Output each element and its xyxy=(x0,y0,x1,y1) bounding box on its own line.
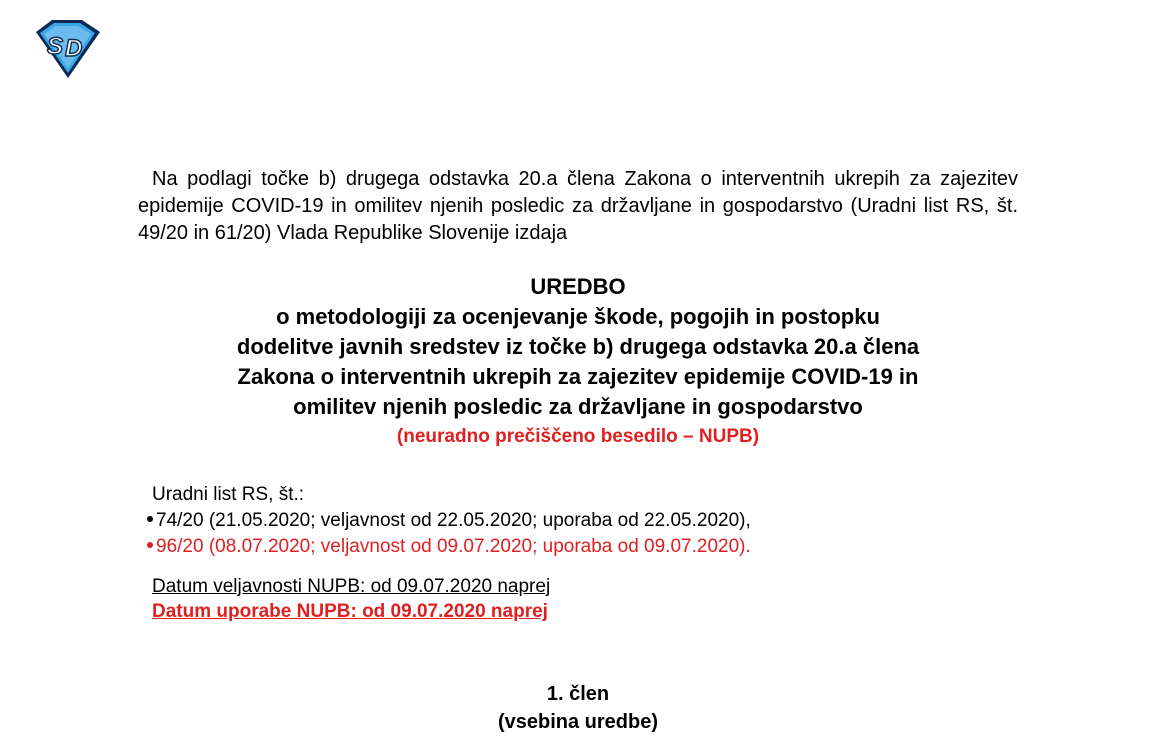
validity-date: Datum veljavnosti NUPB: od 09.07.2020 naprej xyxy=(152,576,551,597)
document-title-line-2: dodelitve javnih sredstev iz točke b) drugega odstavka 20.a člena xyxy=(236,334,920,359)
application-date: Datum uporabe NUPB: od 09.07.2020 naprej xyxy=(152,601,548,622)
document-title: UREDBO xyxy=(530,274,626,299)
article-number: 1. člen xyxy=(546,683,610,705)
document-title-block xyxy=(138,272,1018,452)
bullet-icon xyxy=(147,516,153,522)
sd-shield-logo-icon xyxy=(30,18,104,80)
document-title-line-3: Zakona o interventnih ukrepih za zajezitev epidemije COVID-19 in xyxy=(237,364,919,389)
gazette-item-text: 74/20 (21.05.2020; veljavnost od 22.05.2020; uporaba od 22.05.2020), xyxy=(156,510,751,531)
nupb-dates xyxy=(152,574,550,624)
bullet-icon xyxy=(147,542,153,548)
gazette-item xyxy=(147,508,1012,534)
document-title-line-1: o metodologiji za ocenjevanje škode, pogojih in postopku xyxy=(276,304,880,329)
article-subtitle: (vsebina uredbe) xyxy=(497,711,659,733)
intro-paragraph: Na podlagi točke b) drugega odstavka 20.a člena Zakona o interventnih ukrepih za zajezitev epidemije COVID-19 in omilitev njenih posledic za državljane in gospodarstvo (Uradni list RS, št. 49/20 in 61/20) Vlada Republike Slovenije izdaja xyxy=(138,168,1018,244)
gazette-references xyxy=(152,482,1012,560)
nupb-note: (neuradno prečiščeno besedilo – NUPB) xyxy=(396,426,760,447)
gazette-item-text: 96/20 (08.07.2020; veljavnost od 09.07.2020; uporaba od 09.07.2020). xyxy=(156,536,751,557)
gazette-label: Uradni list RS, št.: xyxy=(152,484,305,505)
document-title-line-4: omilitev njenih posledic za državljane in gospodarstvo xyxy=(293,394,863,419)
svg-text:S: S xyxy=(47,33,64,60)
svg-text:D: D xyxy=(65,35,83,62)
gazette-item xyxy=(147,534,1012,560)
article-heading xyxy=(138,680,1018,736)
